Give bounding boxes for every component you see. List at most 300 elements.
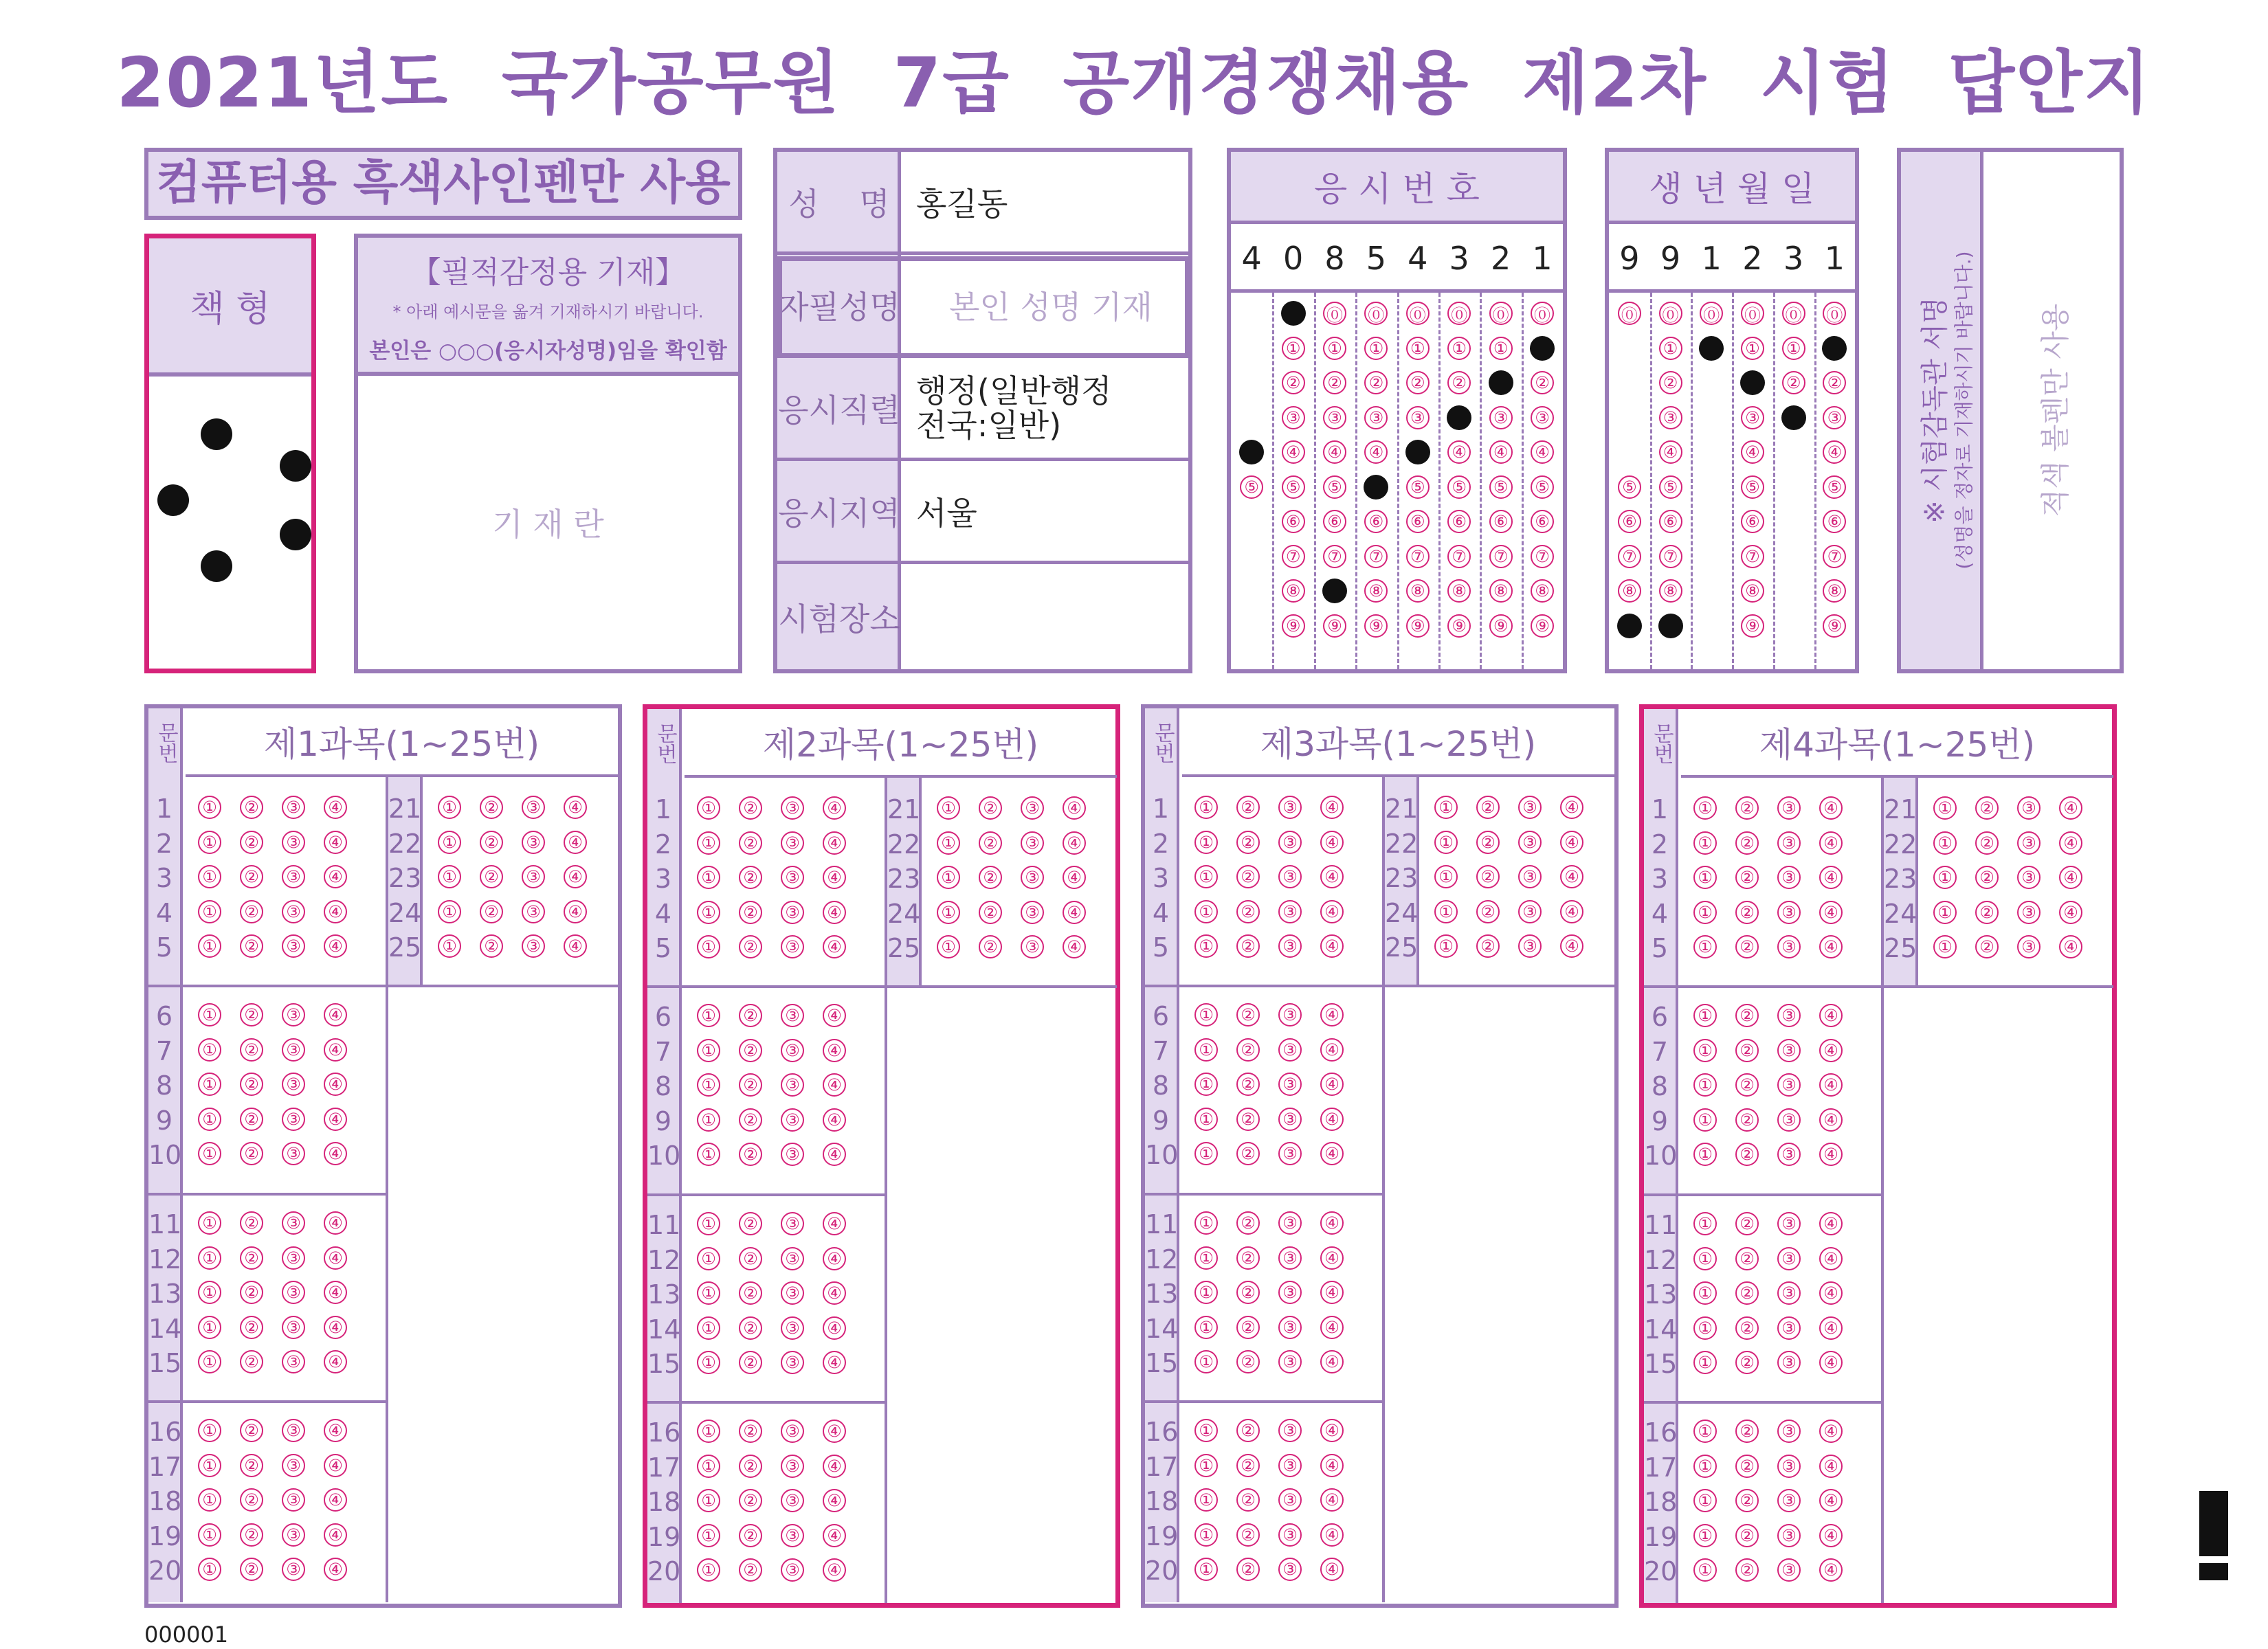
question-22-option-4[interactable]: ④ [564, 831, 587, 854]
question-22-option-3[interactable]: ③ [522, 831, 545, 854]
question-5-option-2[interactable]: ② [1735, 935, 1759, 958]
question-20-option-4[interactable]: ④ [1320, 1558, 1344, 1581]
question-7-option-4[interactable]: ④ [823, 1039, 846, 1062]
exam-mark-filled[interactable] [1405, 440, 1430, 464]
question-21-option-2[interactable]: ② [1476, 796, 1500, 819]
question-3-option-4[interactable]: ④ [1819, 866, 1843, 889]
birth-digit-bubble[interactable]: ⓪ [1782, 302, 1805, 325]
question-18-option-2[interactable]: ② [1735, 1489, 1759, 1512]
question-6-option-4[interactable]: ④ [1320, 1003, 1344, 1027]
question-19-option-4[interactable]: ④ [1320, 1523, 1344, 1547]
question-3-option-4[interactable]: ④ [324, 865, 347, 888]
question-20-option-4[interactable]: ④ [1819, 1558, 1843, 1582]
question-16-option-3[interactable]: ③ [781, 1420, 804, 1443]
question-23-option-4[interactable]: ④ [1560, 865, 1583, 888]
question-18-option-3[interactable]: ③ [781, 1489, 804, 1512]
question-12-option-1[interactable]: ① [1194, 1246, 1218, 1270]
birth-digit-bubble[interactable]: ⑥ [1741, 510, 1764, 533]
question-18-option-1[interactable]: ① [1693, 1489, 1717, 1512]
question-10-option-3[interactable]: ③ [1278, 1142, 1302, 1165]
question-13-option-4[interactable]: ④ [823, 1281, 846, 1305]
question-25-option-3[interactable]: ③ [522, 934, 545, 958]
birth-digit-bubble[interactable]: ⑥ [1618, 510, 1641, 533]
exam-digit-bubble[interactable]: ⑤ [1282, 475, 1305, 499]
question-19-option-2[interactable]: ② [240, 1523, 263, 1547]
exam-digit-bubble[interactable]: ③ [1282, 406, 1305, 429]
question-20-option-3[interactable]: ③ [1777, 1558, 1801, 1582]
question-14-option-3[interactable]: ③ [781, 1316, 804, 1340]
question-6-option-4[interactable]: ④ [324, 1003, 347, 1027]
question-4-option-2[interactable]: ② [1236, 900, 1260, 923]
question-25-option-4[interactable]: ④ [2059, 935, 2082, 958]
exam-digit-bubble[interactable]: ⓪ [1323, 302, 1346, 325]
question-22-option-3[interactable]: ③ [1021, 831, 1044, 855]
question-18-option-3[interactable]: ③ [1777, 1489, 1801, 1512]
exam-digit-bubble[interactable]: ⑧ [1406, 579, 1430, 603]
exam-digit-bubble[interactable]: ② [1531, 371, 1554, 394]
question-7-option-3[interactable]: ③ [781, 1039, 804, 1062]
question-15-option-1[interactable]: ① [198, 1350, 221, 1373]
question-23-option-3[interactable]: ③ [522, 865, 545, 888]
question-24-option-3[interactable]: ③ [522, 900, 545, 923]
question-3-option-3[interactable]: ③ [1777, 866, 1801, 889]
exam-digit-bubble[interactable]: ⑥ [1489, 510, 1513, 533]
exam-digit-bubble[interactable]: ⑥ [1364, 510, 1388, 533]
question-9-option-4[interactable]: ④ [324, 1108, 347, 1131]
question-1-option-3[interactable]: ③ [1278, 796, 1302, 819]
question-4-option-4[interactable]: ④ [823, 901, 846, 924]
question-19-option-3[interactable]: ③ [781, 1524, 804, 1547]
question-10-option-1[interactable]: ① [1693, 1143, 1717, 1166]
question-23-option-3[interactable]: ③ [1021, 866, 1044, 889]
question-9-option-2[interactable]: ② [1735, 1108, 1759, 1132]
question-12-option-4[interactable]: ④ [1819, 1247, 1843, 1270]
question-24-option-4[interactable]: ④ [2059, 901, 2082, 924]
exam-digit-bubble[interactable]: ⑨ [1531, 614, 1554, 638]
question-7-option-4[interactable]: ④ [324, 1038, 347, 1062]
exam-digit-bubble[interactable]: ⓪ [1447, 302, 1471, 325]
question-9-option-3[interactable]: ③ [282, 1108, 305, 1131]
question-21-option-3[interactable]: ③ [1021, 796, 1044, 820]
exam-digit-bubble[interactable]: ④ [1364, 440, 1388, 464]
question-10-option-4[interactable]: ④ [1320, 1142, 1344, 1165]
birth-digit-bubble[interactable]: ③ [1823, 406, 1846, 429]
question-23-option-2[interactable]: ② [1476, 865, 1500, 888]
exam-digit-bubble[interactable]: ⑧ [1447, 579, 1471, 603]
question-6-option-3[interactable]: ③ [282, 1003, 305, 1027]
question-9-option-1[interactable]: ① [198, 1108, 221, 1131]
question-15-option-1[interactable]: ① [1194, 1350, 1218, 1373]
question-11-option-4[interactable]: ④ [1819, 1212, 1843, 1235]
birth-digit-bubble[interactable]: ① [1659, 337, 1682, 360]
question-21-option-1[interactable]: ① [1434, 796, 1458, 819]
question-15-option-3[interactable]: ③ [781, 1351, 804, 1374]
question-15-option-4[interactable]: ④ [1320, 1350, 1344, 1373]
question-24-option-1[interactable]: ① [1933, 901, 1957, 924]
question-17-option-1[interactable]: ① [198, 1454, 221, 1477]
question-11-option-2[interactable]: ② [739, 1212, 762, 1235]
question-19-option-3[interactable]: ③ [1777, 1524, 1801, 1547]
question-12-option-3[interactable]: ③ [781, 1247, 804, 1270]
question-17-option-3[interactable]: ③ [781, 1455, 804, 1478]
question-20-option-1[interactable]: ① [1693, 1558, 1717, 1582]
exam-digit-bubble[interactable]: ⑦ [1406, 545, 1430, 568]
question-21-option-4[interactable]: ④ [1560, 796, 1583, 819]
question-8-option-3[interactable]: ③ [282, 1073, 305, 1096]
question-17-option-4[interactable]: ④ [1320, 1454, 1344, 1477]
question-9-option-4[interactable]: ④ [1320, 1108, 1344, 1131]
question-3-option-4[interactable]: ④ [823, 866, 846, 889]
exam-mark-filled[interactable] [1489, 370, 1513, 395]
question-14-option-3[interactable]: ③ [282, 1316, 305, 1339]
question-19-option-1[interactable]: ① [1194, 1523, 1218, 1547]
question-7-option-1[interactable]: ① [198, 1038, 221, 1062]
exam-digit-bubble[interactable]: ① [1406, 337, 1430, 360]
question-24-option-3[interactable]: ③ [2017, 901, 2041, 924]
question-3-option-2[interactable]: ② [1236, 865, 1260, 888]
question-17-option-2[interactable]: ② [1236, 1454, 1260, 1477]
question-3-option-3[interactable]: ③ [781, 866, 804, 889]
question-6-option-1[interactable]: ① [697, 1004, 720, 1027]
exam-digit-bubble[interactable]: ④ [1282, 440, 1305, 464]
question-8-option-4[interactable]: ④ [823, 1073, 846, 1097]
birth-digit-bubble[interactable]: ④ [1659, 440, 1682, 464]
question-10-option-4[interactable]: ④ [1819, 1143, 1843, 1166]
question-20-option-1[interactable]: ① [198, 1558, 221, 1581]
question-15-option-2[interactable]: ② [739, 1351, 762, 1374]
exam-digit-bubble[interactable]: ⑦ [1531, 545, 1554, 568]
question-8-option-4[interactable]: ④ [324, 1073, 347, 1096]
question-25-option-4[interactable]: ④ [564, 934, 587, 958]
question-9-option-1[interactable]: ① [697, 1108, 720, 1132]
question-16-option-4[interactable]: ④ [823, 1420, 846, 1443]
question-12-option-1[interactable]: ① [697, 1247, 720, 1270]
question-19-option-3[interactable]: ③ [282, 1523, 305, 1547]
question-16-option-2[interactable]: ② [240, 1419, 263, 1442]
exam-mark-filled[interactable] [1281, 301, 1306, 326]
question-16-option-4[interactable]: ④ [1320, 1419, 1344, 1442]
question-21-option-3[interactable]: ③ [522, 796, 545, 819]
question-12-option-2[interactable]: ② [240, 1246, 263, 1270]
question-9-option-3[interactable]: ③ [781, 1108, 804, 1132]
question-11-option-4[interactable]: ④ [1320, 1211, 1344, 1235]
question-19-option-2[interactable]: ② [739, 1524, 762, 1547]
question-12-option-1[interactable]: ① [198, 1246, 221, 1270]
question-9-option-4[interactable]: ④ [823, 1108, 846, 1132]
question-24-option-3[interactable]: ③ [1518, 900, 1542, 923]
exam-digit-bubble[interactable]: ⑧ [1489, 579, 1513, 603]
question-2-option-3[interactable]: ③ [1278, 831, 1302, 854]
question-14-option-2[interactable]: ② [739, 1316, 762, 1340]
question-21-option-3[interactable]: ③ [2017, 796, 2041, 820]
question-9-option-3[interactable]: ③ [1777, 1108, 1801, 1132]
birth-digit-bubble[interactable]: ⑥ [1823, 510, 1846, 533]
birth-digit-bubble[interactable]: ② [1659, 371, 1682, 394]
question-12-option-2[interactable]: ② [1735, 1247, 1759, 1270]
question-11-option-3[interactable]: ③ [1777, 1212, 1801, 1235]
question-5-option-4[interactable]: ④ [1819, 935, 1843, 958]
exam-digit-bubble[interactable]: ① [1364, 337, 1388, 360]
question-3-option-1[interactable]: ① [1194, 865, 1218, 888]
question-9-option-4[interactable]: ④ [1819, 1108, 1843, 1132]
question-23-option-4[interactable]: ④ [2059, 866, 2082, 889]
question-8-option-3[interactable]: ③ [1278, 1073, 1302, 1096]
question-24-option-4[interactable]: ④ [1063, 901, 1086, 924]
question-12-option-4[interactable]: ④ [823, 1247, 846, 1270]
question-6-option-1[interactable]: ① [1194, 1003, 1218, 1027]
question-23-option-3[interactable]: ③ [2017, 866, 2041, 889]
question-4-option-4[interactable]: ④ [1819, 901, 1843, 924]
question-1-option-2[interactable]: ② [240, 796, 263, 819]
question-16-option-1[interactable]: ① [198, 1419, 221, 1442]
question-10-option-1[interactable]: ① [1194, 1142, 1218, 1165]
question-22-option-1[interactable]: ① [937, 831, 960, 855]
question-25-option-4[interactable]: ④ [1063, 935, 1086, 958]
exam-digit-bubble[interactable]: ② [1323, 371, 1346, 394]
question-13-option-2[interactable]: ② [1236, 1281, 1260, 1304]
question-1-option-1[interactable]: ① [1194, 796, 1218, 819]
question-21-option-4[interactable]: ④ [1063, 796, 1086, 820]
question-22-option-3[interactable]: ③ [2017, 831, 2041, 855]
question-17-option-1[interactable]: ① [1194, 1454, 1218, 1477]
question-24-option-2[interactable]: ② [1975, 901, 1999, 924]
question-12-option-2[interactable]: ② [1236, 1246, 1260, 1270]
birth-digit-bubble[interactable]: ⑧ [1823, 579, 1846, 603]
question-12-option-4[interactable]: ④ [1320, 1246, 1344, 1270]
birth-mark-filled[interactable] [1740, 370, 1765, 395]
question-10-option-2[interactable]: ② [1236, 1142, 1260, 1165]
question-10-option-3[interactable]: ③ [282, 1142, 305, 1165]
exam-mark-filled[interactable] [1322, 579, 1347, 603]
exam-digit-bubble[interactable]: ⑤ [1240, 475, 1263, 499]
question-20-option-2[interactable]: ② [1735, 1558, 1759, 1582]
exam-digit-bubble[interactable]: ① [1282, 337, 1305, 360]
question-15-option-1[interactable]: ① [1693, 1351, 1717, 1374]
question-21-option-1[interactable]: ① [438, 796, 461, 819]
question-6-option-1[interactable]: ① [1693, 1004, 1717, 1027]
question-18-option-1[interactable]: ① [697, 1489, 720, 1512]
question-19-option-3[interactable]: ③ [1278, 1523, 1302, 1547]
question-7-option-1[interactable]: ① [697, 1039, 720, 1062]
question-2-option-4[interactable]: ④ [1819, 831, 1843, 855]
question-23-option-2[interactable]: ② [480, 865, 503, 888]
question-17-option-2[interactable]: ② [739, 1455, 762, 1478]
question-25-option-3[interactable]: ③ [1518, 934, 1542, 958]
birth-mark-filled[interactable] [1822, 336, 1847, 361]
question-17-option-4[interactable]: ④ [1819, 1455, 1843, 1478]
question-6-option-3[interactable]: ③ [1278, 1003, 1302, 1027]
question-9-option-1[interactable]: ① [1194, 1108, 1218, 1131]
exam-mark-filled[interactable] [1364, 475, 1388, 500]
exam-digit-bubble[interactable]: ⑦ [1364, 545, 1388, 568]
question-12-option-3[interactable]: ③ [1777, 1247, 1801, 1270]
exam-digit-bubble[interactable]: ④ [1447, 440, 1471, 464]
question-12-option-3[interactable]: ③ [1278, 1246, 1302, 1270]
question-1-option-3[interactable]: ③ [781, 796, 804, 820]
exam-digit-bubble[interactable]: ⑧ [1364, 579, 1388, 603]
question-8-option-2[interactable]: ② [739, 1073, 762, 1097]
question-18-option-4[interactable]: ④ [324, 1488, 347, 1512]
question-2-option-2[interactable]: ② [739, 831, 762, 855]
question-7-option-1[interactable]: ① [1693, 1039, 1717, 1062]
question-4-option-1[interactable]: ① [697, 901, 720, 924]
question-23-option-4[interactable]: ④ [1063, 866, 1086, 889]
exam-digit-bubble[interactable]: ⑨ [1489, 614, 1513, 638]
question-25-option-1[interactable]: ① [438, 934, 461, 958]
exam-digit-bubble[interactable]: ⑦ [1323, 545, 1346, 568]
exam-digit-bubble[interactable]: ③ [1531, 406, 1554, 429]
question-3-option-1[interactable]: ① [198, 865, 221, 888]
question-9-option-3[interactable]: ③ [1278, 1108, 1302, 1131]
question-13-option-4[interactable]: ④ [1320, 1281, 1344, 1304]
question-5-option-3[interactable]: ③ [1278, 934, 1302, 958]
question-23-option-2[interactable]: ② [1975, 866, 1999, 889]
question-23-option-4[interactable]: ④ [564, 865, 587, 888]
question-14-option-1[interactable]: ① [697, 1316, 720, 1340]
birth-digit-bubble[interactable]: ⑦ [1618, 545, 1641, 568]
birth-digit-bubble[interactable]: ⑤ [1618, 475, 1641, 499]
question-15-option-3[interactable]: ③ [1777, 1351, 1801, 1374]
question-22-option-2[interactable]: ② [1476, 831, 1500, 854]
exam-digit-bubble[interactable]: ② [1447, 371, 1471, 394]
question-14-option-1[interactable]: ① [1194, 1316, 1218, 1339]
question-12-option-1[interactable]: ① [1693, 1247, 1717, 1270]
question-4-option-2[interactable]: ② [240, 900, 263, 923]
question-14-option-2[interactable]: ② [1735, 1316, 1759, 1340]
question-11-option-3[interactable]: ③ [1278, 1211, 1302, 1235]
exam-mark-filled[interactable] [1447, 405, 1471, 430]
birth-digit-bubble[interactable]: ⑧ [1659, 579, 1682, 603]
birth-digit-bubble[interactable]: ⓪ [1659, 302, 1682, 325]
question-15-option-1[interactable]: ① [697, 1351, 720, 1374]
question-1-option-3[interactable]: ③ [282, 796, 305, 819]
question-17-option-1[interactable]: ① [1693, 1455, 1717, 1478]
question-21-option-4[interactable]: ④ [564, 796, 587, 819]
question-11-option-1[interactable]: ① [1693, 1212, 1717, 1235]
exam-digit-bubble[interactable]: ⑥ [1406, 510, 1430, 533]
birth-digit-bubble[interactable]: ⓪ [1823, 302, 1846, 325]
question-11-option-2[interactable]: ② [1735, 1212, 1759, 1235]
question-4-option-1[interactable]: ① [198, 900, 221, 923]
exam-digit-bubble[interactable]: ⑥ [1323, 510, 1346, 533]
question-8-option-4[interactable]: ④ [1320, 1073, 1344, 1096]
question-16-option-3[interactable]: ③ [1777, 1420, 1801, 1443]
question-6-option-2[interactable]: ② [240, 1003, 263, 1027]
question-24-option-1[interactable]: ① [937, 901, 960, 924]
birth-digit-bubble[interactable]: ⓪ [1700, 302, 1723, 325]
question-3-option-1[interactable]: ① [1693, 866, 1717, 889]
question-25-option-1[interactable]: ① [1933, 935, 1957, 958]
question-8-option-4[interactable]: ④ [1819, 1073, 1843, 1097]
question-22-option-2[interactable]: ② [1975, 831, 1999, 855]
question-6-option-2[interactable]: ② [1735, 1004, 1759, 1027]
question-13-option-3[interactable]: ③ [1278, 1281, 1302, 1304]
exam-digit-bubble[interactable]: ⑨ [1406, 614, 1430, 638]
question-2-option-2[interactable]: ② [240, 831, 263, 854]
question-8-option-3[interactable]: ③ [1777, 1073, 1801, 1097]
question-19-option-2[interactable]: ② [1236, 1523, 1260, 1547]
question-8-option-2[interactable]: ② [1735, 1073, 1759, 1097]
question-10-option-2[interactable]: ② [1735, 1143, 1759, 1166]
question-24-option-3[interactable]: ③ [1021, 901, 1044, 924]
question-23-option-1[interactable]: ① [1434, 865, 1458, 888]
birth-mark-filled[interactable] [1658, 614, 1683, 638]
exam-digit-bubble[interactable]: ⑧ [1531, 579, 1554, 603]
question-18-option-3[interactable]: ③ [282, 1488, 305, 1512]
question-16-option-1[interactable]: ① [697, 1420, 720, 1443]
question-18-option-1[interactable]: ① [198, 1488, 221, 1512]
question-20-option-2[interactable]: ② [240, 1558, 263, 1581]
birth-digit-bubble[interactable]: ⑦ [1823, 545, 1846, 568]
exam-mark-filled[interactable] [1239, 440, 1264, 464]
question-6-option-2[interactable]: ② [1236, 1003, 1260, 1027]
question-18-option-3[interactable]: ③ [1278, 1488, 1302, 1512]
exam-digit-bubble[interactable]: ③ [1406, 406, 1430, 429]
question-17-option-3[interactable]: ③ [282, 1454, 305, 1477]
birth-digit-bubble[interactable]: ⑤ [1823, 475, 1846, 499]
question-9-option-2[interactable]: ② [1236, 1108, 1260, 1131]
handwriting-area[interactable]: 기 재 란 [492, 505, 604, 543]
question-11-option-4[interactable]: ④ [823, 1212, 846, 1235]
question-2-option-4[interactable]: ④ [324, 831, 347, 854]
question-5-option-1[interactable]: ① [1693, 935, 1717, 958]
question-3-option-3[interactable]: ③ [1278, 865, 1302, 888]
question-15-option-2[interactable]: ② [240, 1350, 263, 1373]
exam-mark-filled[interactable] [1530, 336, 1555, 361]
birth-mark-filled[interactable] [1699, 336, 1724, 361]
question-4-option-3[interactable]: ③ [1777, 901, 1801, 924]
signature-field[interactable]: 본인 성명 기재 [949, 288, 1153, 326]
question-5-option-2[interactable]: ② [240, 934, 263, 958]
question-25-option-4[interactable]: ④ [1560, 934, 1583, 958]
exam-digit-bubble[interactable]: ② [1406, 371, 1430, 394]
question-18-option-4[interactable]: ④ [1320, 1488, 1344, 1512]
question-1-option-1[interactable]: ① [697, 796, 720, 820]
question-13-option-4[interactable]: ④ [1819, 1281, 1843, 1305]
question-4-option-2[interactable]: ② [739, 901, 762, 924]
birth-digit-bubble[interactable]: ① [1782, 337, 1805, 360]
question-19-option-4[interactable]: ④ [823, 1524, 846, 1547]
question-15-option-4[interactable]: ④ [324, 1350, 347, 1373]
question-15-option-4[interactable]: ④ [823, 1351, 846, 1374]
exam-digit-bubble[interactable]: ⑦ [1282, 545, 1305, 568]
exam-digit-bubble[interactable]: ④ [1531, 440, 1554, 464]
question-4-option-3[interactable]: ③ [282, 900, 305, 923]
question-14-option-1[interactable]: ① [1693, 1316, 1717, 1340]
question-1-option-4[interactable]: ④ [1819, 796, 1843, 820]
question-13-option-2[interactable]: ② [240, 1281, 263, 1304]
question-22-option-4[interactable]: ④ [1063, 831, 1086, 855]
question-25-option-2[interactable]: ② [480, 934, 503, 958]
question-16-option-1[interactable]: ① [1194, 1419, 1218, 1442]
question-7-option-3[interactable]: ③ [1777, 1039, 1801, 1062]
exam-digit-bubble[interactable]: ⑥ [1531, 510, 1554, 533]
question-17-option-4[interactable]: ④ [324, 1454, 347, 1477]
question-9-option-2[interactable]: ② [240, 1108, 263, 1131]
question-11-option-1[interactable]: ① [697, 1212, 720, 1235]
question-3-option-2[interactable]: ② [1735, 866, 1759, 889]
question-5-option-3[interactable]: ③ [282, 934, 305, 958]
question-8-option-1[interactable]: ① [697, 1073, 720, 1097]
question-18-option-2[interactable]: ② [739, 1489, 762, 1512]
question-8-option-2[interactable]: ② [1236, 1073, 1260, 1096]
birth-digit-bubble[interactable]: ⑦ [1741, 545, 1764, 568]
question-8-option-1[interactable]: ① [1194, 1073, 1218, 1096]
question-4-option-3[interactable]: ③ [1278, 900, 1302, 923]
birth-digit-bubble[interactable]: ④ [1823, 440, 1846, 464]
question-2-option-4[interactable]: ④ [1320, 831, 1344, 854]
question-18-option-4[interactable]: ④ [1819, 1489, 1843, 1512]
